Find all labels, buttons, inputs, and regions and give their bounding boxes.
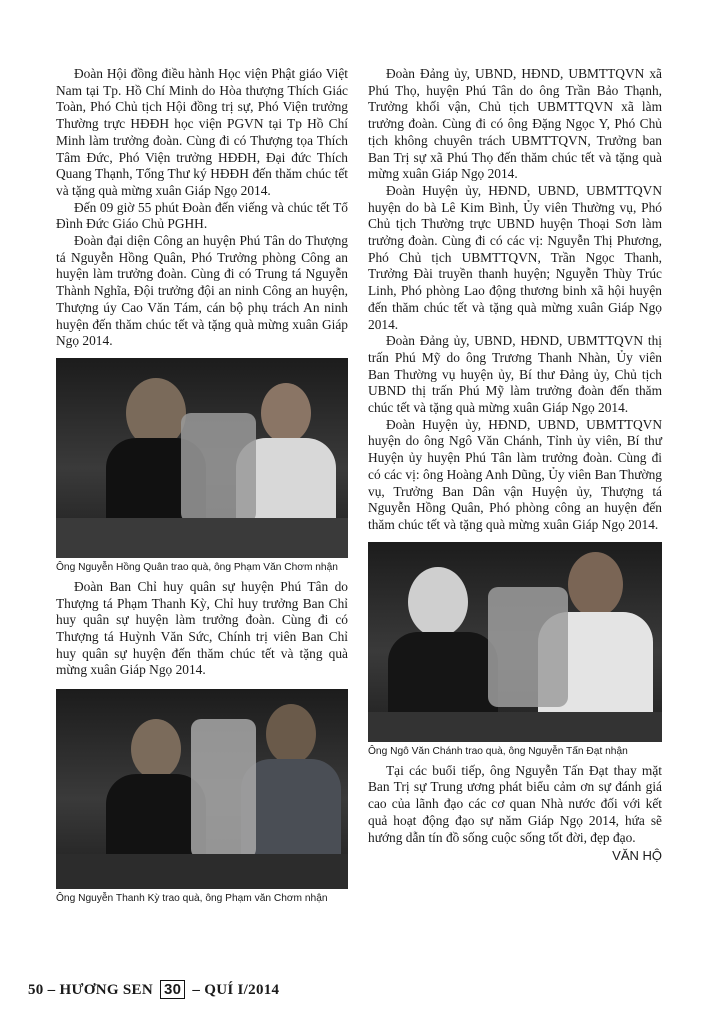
photo-caption: Ông Nguyễn Hồng Quân trao quà, ông Phạm Văn Chơm nhận [56,561,338,573]
photo-gift-military [56,689,348,889]
photo-caption: Ông Ngô Văn Chánh trao quà, ông Nguyễn Tấn Đạt nhận [368,745,628,757]
issue-period: QUÍ I/2014 [204,982,280,998]
article-paragraph: Đoàn Đảng ủy, UBND, HĐND, UBMTTQVN thị trấn Phú Mỹ do ông Trương Thanh Nhàn, Ủy viên Ban Thường vụ huyện ủy, Bí thư Đảng ủy, Chủ tịch UBND thị trấn Phú Mỹ làm trưởng đoàn đến thăm chúc tết và tặng quà mừng xuân Giáp Ngọ 2014. [368,333,662,416]
article-paragraph: Tại các buổi tiếp, ông Nguyễn Tấn Đạt thay mặt Ban Trị sự Trung ương phát biểu cảm ơn sự đánh giá cao của lãnh đạo các cơ quan Nhà nước đối với kết quả hoạt động đạo sự năm Giáp Ngọ 2014, hứa sẽ hướng dẫn tín đồ sống cuộc sống tốt đời, đẹp đạo. [368,762,662,845]
footer-dash: – [47,982,56,998]
page-footer [28,980,279,999]
article-paragraph: Đoàn Huyện ủy, HĐND, UBND, UBMTTQVN huyện do ông Ngô Văn Chánh, Tỉnh ủy viên, Bí thư Huyện ủy huyện Phú Tân làm trưởng đoàn. Cùng đi có các vị: ông Hoàng Anh Dũng, Ủy viên Ban Thường vụ, Trưởng Ban Dân vận Huyện ủy, Thượng tá Nguyễn Hồng Quân, Phó phòng công an huyện đến thăm chúc tết và tặng quà mừng xuân Giáp Ngọ 2014. [368,416,662,532]
left-column [56,66,348,910]
article-paragraph: Đoàn Huyện ủy, HĐND, UBND, UBMTTQVN huyện do bà Lê Kim Bình, Ủy viên Thường vụ, Phó Chủ tịch Thường trực UBND huyện Thoại Sơn làm trưởng đoàn. Cùng đi có các vị: Nguyễn Thị Phương, Phó Chủ tịch UBMTTQVN, Trần Ngọc Thanh, Trưởng Đài truyền thanh huyện; Nguyễn Thùy Trúc Linh, Phó phòng Lao động thương binh xã hội huyện đến thăm chúc tết và tặng quà mừng xuân Giáp Ngọ 2014. [368,182,662,332]
issue-number: 30 [160,980,185,999]
article-paragraph: Đoàn Ban Chỉ huy quân sự huyện Phú Tân do Thượng tá Phạm Thanh Kỳ, Chỉ huy trưởng Ban Chỉ huy quân sự huyện làm trưởng đoàn. Cùng đi có Thượng tá Huỳnh Văn Sức, Chính trị viên Ban Chỉ huy quân sự huyện đến thăm chúc tết và tặng quà mừng xuân Giáp Ngọ 2014. [56,578,348,678]
magazine-title: HƯƠNG SEN [59,982,153,998]
page-number: 50 [28,982,44,998]
photo-gift-district [368,542,662,742]
right-column [368,66,662,863]
photo-caption: Ông Nguyễn Thanh Kỳ trao quà, ông Phạm văn Chơm nhận [56,893,328,905]
article-paragraph: Đoàn đại diện Công an huyện Phú Tân do Thượng tá Nguyễn Hồng Quân, Phó Trưởng phòng Công an huyện làm trưởng đoàn. Cùng đi có Trung tá Nguyễn Thành Nghĩa, Đội trưởng đội an ninh Công an huyện, Thượng úy Cao Văn Tám, cán bộ phụ trách An ninh huyện đến thăm chúc tết và tặng quà mừng xuân Giáp Ngọ 2014. [56,233,348,349]
article-paragraph: Đoàn Đảng ủy, UBND, HĐND, UBMTTQVN xã Phú Thọ, huyện Phú Tân do ông Trần Bảo Thạnh, Trưởng khối vận, Chủ tịch UBMTTQVN xã làm trưởng đoàn. Cùng đi có ông Đặng Ngọc Y, Phó Chủ tịch không chuyên trách UBMTTQVN, Trưởng ban Ban Trị sự xã Phú Thọ đến thăm chúc tết và tặng quà mừng xuân Giáp Ngọ 2014. [368,66,662,182]
footer-dash: – [192,982,201,998]
author-signature: VĂN HỘ [612,848,662,864]
article-paragraph: Đến 09 giờ 55 phút Đoàn đến viếng và chúc tết Tổ Đình Đức Giáo Chủ PGHH. [56,199,348,232]
photo-gift-police [56,358,348,558]
article-paragraph: Đoàn Hội đồng điều hành Học viện Phật giáo Việt Nam tại Tp. Hồ Chí Minh do Hòa thượng Thích Giác Toàn, Phó Chủ tịch Hội đồng trị sự, Phó Viện trưởng Thường trực HĐĐH học viện PGVN tại Tp Hồ Chí Minh làm trưởng đoàn. Cùng đi có Thượng tọa Thích Tâm Đức, Phó Viện trưởng HĐĐH, Đại đức Thích Quang Thạnh, Tổng Thư ký HĐĐH đến thăm chúc tết và tặng quà mừng xuân Giáp Ngọ 2014. [56,66,348,198]
